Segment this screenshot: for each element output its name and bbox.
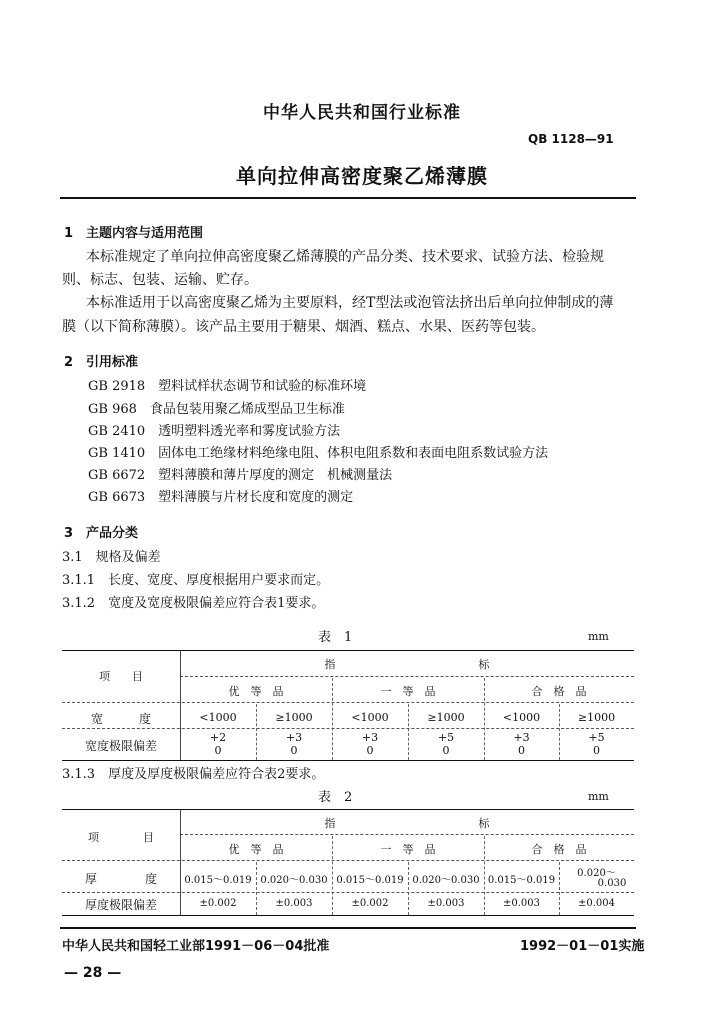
- document-title: 单向拉伸高密度聚乙烯薄膜: [236, 164, 488, 188]
- table-1-cell-lower: 0: [290, 744, 298, 757]
- table-1-cell-upper: +5: [588, 731, 605, 744]
- table-2-group-rule: [180, 834, 634, 835]
- table-2-cell: ±0.003: [275, 898, 313, 909]
- table-1-cell: ≥1000: [577, 711, 616, 724]
- table-1-cell: <1000: [199, 711, 237, 724]
- table-1-grade-rule: [62, 702, 634, 703]
- section-3-1-heading: 3.1 规格及偏差: [62, 550, 161, 565]
- table-2-cell: ±0.002: [199, 898, 237, 909]
- table-1-cell-upper: +3: [285, 731, 303, 744]
- reference-item: GB 6672 塑料薄膜和薄片厚度的测定 机械测量法: [88, 468, 393, 483]
- table-2-grade-rule: [62, 860, 634, 861]
- table-2-grade-2: 一 等 品: [380, 843, 436, 856]
- section-1-para-2-line-1: 本标准适用于以高密度聚乙烯为主要原料，经T型法或泡管法挤出后单向拉伸制成的薄: [86, 295, 614, 311]
- table-2-cell: ±0.004: [577, 898, 615, 909]
- table-1-row-1-label: 宽 度: [90, 712, 151, 726]
- reference-item: GB 2410 透明塑料透光率和雾度试验方法: [88, 424, 341, 439]
- table-2-row-1-label: 厚 度: [84, 872, 157, 886]
- section-2-heading: 2 引用标准: [64, 355, 139, 370]
- table-1-bottom-rule: [62, 760, 634, 761]
- table-1-cell-lower: 0: [518, 744, 525, 757]
- table-2-item-header: 项 目: [88, 831, 154, 844]
- table-1-cell-lower: 0: [214, 744, 222, 757]
- table-2-cell: 0.020～: [577, 868, 616, 879]
- section-1-para-1-line-1: 本标准规定了单向拉伸高密度聚乙烯薄膜的产品分类、技术要求、试验方法、检验规: [86, 249, 604, 265]
- table-1-cell-upper: +2: [209, 731, 227, 744]
- table-2-cell: ±0.003: [502, 898, 540, 909]
- table-1-cell: <1000: [351, 711, 389, 724]
- page-number: — 28 —: [64, 965, 122, 981]
- table-2-caption: 表 2: [318, 790, 353, 805]
- table-2-cell: 0.015～0.019: [487, 875, 556, 886]
- table-1-cell: <1000: [502, 711, 541, 724]
- table-1-cell-lower: 0: [366, 744, 374, 757]
- table-1-cell-upper: +5: [437, 731, 455, 744]
- standard-org: 中华人民共和国行业标准: [263, 103, 461, 123]
- table-2-top-rule: [62, 809, 634, 810]
- table-2-bottom-rule: [62, 915, 634, 916]
- table-2-cell: 0.015～0.019: [184, 875, 252, 886]
- table-1-cell-lower: 0: [442, 744, 450, 757]
- table-1-grade-2: 一 等 品: [380, 685, 436, 698]
- reference-item: GB 1410 固体电工绝缘材料绝缘电阻、体积电阻系数和表面电阻系数试验方法: [88, 446, 549, 461]
- table-2-group-header: 指 标: [324, 817, 490, 830]
- footer-rule: [60, 927, 636, 929]
- table-1-item-header: 项 目: [99, 670, 143, 683]
- table-2-grade-3: 合 格 品: [531, 843, 587, 856]
- section-1-heading: 1 主题内容与适用范围: [64, 226, 204, 241]
- reference-item: GB 6673 塑料薄膜与片材长度和宽度的测定: [88, 490, 354, 505]
- table-1-group-rule: [180, 676, 634, 677]
- section-1-para-2-line-2: 膜（以下简称薄膜）。该产品主要用于糖果、烟酒、糕点、水果、医药等包装。: [62, 319, 545, 335]
- approval-line: 中华人民共和国轻工业部1991－06－04批准: [62, 939, 330, 954]
- table-1-grade-1: 优 等 品: [228, 685, 284, 698]
- table-1-cell: ≥1000: [275, 711, 313, 724]
- table-2-cell: ±0.003: [427, 898, 465, 909]
- table-1-cell-upper: +3: [513, 731, 530, 744]
- section-1-para-1-line-2: 则、标志、包装、运输、贮存。: [62, 272, 258, 288]
- table-1-cell-upper: +3: [361, 731, 379, 744]
- table-1-cell-lower: 0: [593, 744, 600, 757]
- table-2-cell: ±0.002: [351, 898, 389, 909]
- table-2-cell: 0.020～0.030: [260, 875, 328, 886]
- standard-code: QB 1128—91: [528, 132, 614, 146]
- section-3-1-2: 3.1.2 宽度及宽度极限偏差应符合表1要求。: [62, 596, 325, 611]
- effective-date: 1992－01－01实施: [520, 939, 645, 954]
- table-1-cell: ≥1000: [427, 711, 465, 724]
- table-2-row-rule: [62, 892, 634, 893]
- table-1-grade-3: 合 格 品: [531, 685, 587, 698]
- title-rule: [60, 197, 636, 199]
- table-1-group-header: 指 标: [324, 658, 490, 671]
- table-2-unit: mm: [588, 790, 609, 803]
- table-1-caption: 表 1: [318, 630, 353, 645]
- table-2-cell-cont: 0.030: [597, 878, 627, 889]
- section-3-1-1: 3.1.1 长度、宽度、厚度根据用户要求而定。: [62, 573, 330, 588]
- table-1-unit: mm: [588, 630, 609, 643]
- table-2-cell: 0.020～0.030: [412, 875, 480, 886]
- table-2-row-2-label: 厚度极限偏差: [84, 898, 157, 912]
- section-3-1-3: 3.1.3 厚度及厚度极限偏差应符合表2要求。: [62, 767, 325, 782]
- reference-item: GB 968 食品包装用聚乙烯成型品卫生标准: [88, 402, 345, 417]
- section-3-heading: 3 产品分类: [64, 526, 139, 541]
- table-2-cell: 0.015～0.019: [336, 875, 404, 886]
- table-1-row-2-label: 宽度极限偏差: [84, 739, 157, 753]
- table-2-grade-1: 优 等 品: [228, 843, 284, 856]
- table-1-top-rule: [62, 650, 634, 651]
- reference-item: GB 2918 塑料试样状态调节和试验的标准环境: [88, 379, 367, 394]
- table-1-row-rule: [62, 728, 634, 729]
